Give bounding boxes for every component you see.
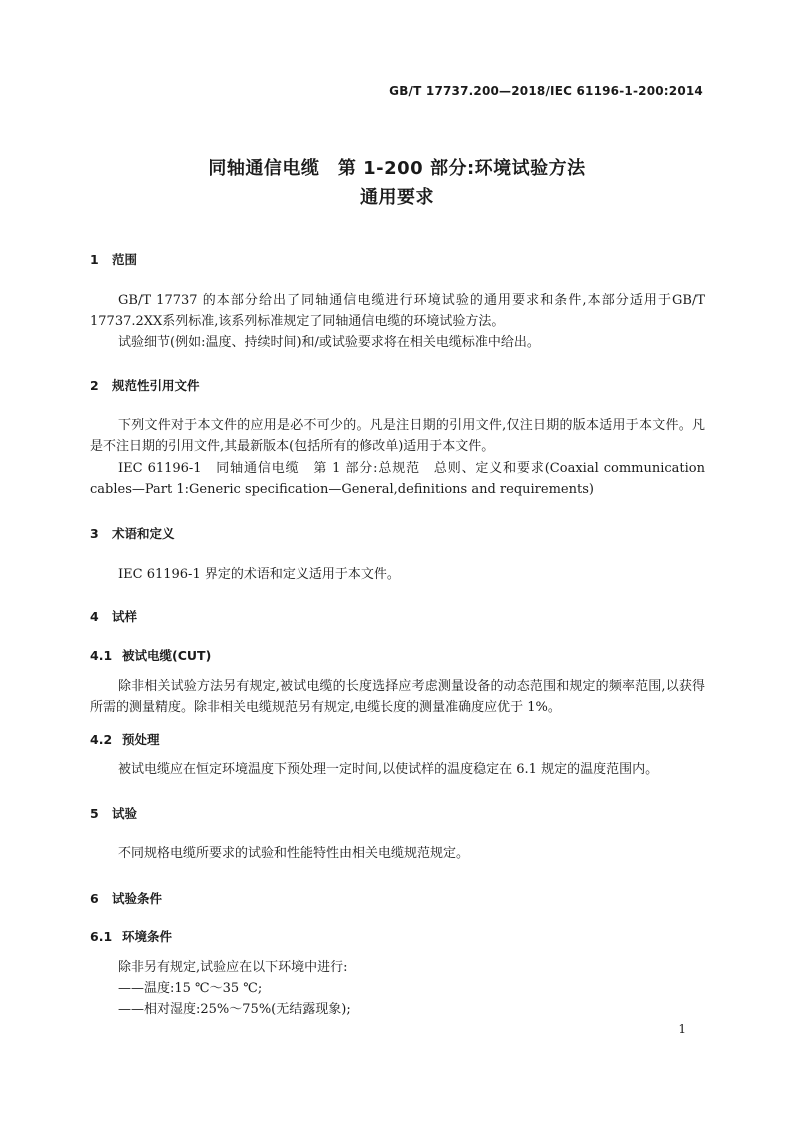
document-subtitle: 通用要求 — [360, 187, 434, 208]
subsection-heading-6-1 — [90, 927, 172, 945]
section-number: 6.1 — [90, 929, 113, 944]
standard-number: GB/T 17737.200—2018/IEC 61196-1-200:2014 — [389, 84, 703, 98]
paragraph: 下列文件对于本文件的应用是必不可少的。凡是注日期的引用文件,仅注日期的版本适用于本文件。凡是不注日期的引用文件,其最新版本(包括所有的修改单)适用于本文件。 — [90, 418, 705, 454]
section-number: 3 — [90, 526, 99, 541]
paragraph: 不同规格电缆所要求的试验和性能特性由相关电缆规范规定。 — [118, 846, 470, 861]
page-number: 1 — [678, 1022, 686, 1036]
section-title: 预处理 — [122, 732, 160, 747]
section-title: 环境条件 — [122, 929, 173, 944]
section-number: 1 — [90, 252, 99, 267]
section-number: 2 — [90, 378, 99, 393]
section-number: 6 — [90, 891, 99, 906]
section-heading-2 — [90, 376, 200, 394]
list-item: ——温度:15 ℃～35 ℃; — [118, 981, 263, 996]
section-heading-5 — [90, 804, 137, 822]
paragraph: 试验细节(例如:温度、持续时间)和/或试验要求将在相关电缆标准中给出。 — [118, 335, 540, 350]
section-number: 5 — [90, 806, 99, 821]
section-heading-3 — [90, 524, 175, 542]
section-number: 4.2 — [90, 732, 113, 747]
section-heading-6 — [90, 889, 162, 907]
section-title: 试验 — [112, 806, 138, 821]
subsection-heading-4-2 — [90, 730, 160, 748]
section-title: 范围 — [112, 252, 138, 267]
document-title: 同轴通信电缆 第 1-200 部分:环境试验方法 — [208, 158, 586, 179]
section-heading-1 — [90, 250, 137, 268]
paragraph: 被试电缆应在恒定环境温度下预处理一定时间,以使试样的温度稳定在 6.1 规定的温度范围内。 — [118, 762, 659, 777]
list-item: ——相对湿度:25%～75%(无结露现象); — [118, 1002, 351, 1017]
section-title: 试样 — [112, 609, 138, 624]
section-title: 试验条件 — [112, 891, 163, 906]
section-title: 规范性引用文件 — [112, 378, 200, 393]
section-heading-4 — [90, 607, 137, 625]
paragraph: GB/T 17737 的本部分给出了同轴通信电缆进行环境试验的通用要求和条件,本部分适用于GB/T 17737.2XX系列标准,该系列标准规定了同轴通信电缆的环境试验方法。 — [90, 293, 705, 329]
paragraph: IEC 61196-1 同轴通信电缆 第 1 部分:总规范 总则、定义和要求(Coaxial communication cables—Part 1:Generic specification—General,definitions and requirements) — [90, 461, 705, 497]
section-number: 4 — [90, 609, 99, 624]
section-number: 4.1 — [90, 648, 113, 663]
section-title: 术语和定义 — [112, 526, 175, 541]
paragraph: IEC 61196-1 界定的术语和定义适用于本文件。 — [118, 567, 400, 582]
paragraph: 除非相关试验方法另有规定,被试电缆的长度选择应考虑测量设备的动态范围和规定的频率范围,以获得所需的测量精度。除非相关电缆规范另有规定,电缆长度的测量准确度应优于 1%。 — [90, 679, 705, 715]
subsection-heading-4-1 — [90, 646, 211, 664]
paragraph: 除非另有规定,试验应在以下环境中进行: — [118, 960, 348, 975]
section-title: 被试电缆(CUT) — [122, 648, 212, 663]
